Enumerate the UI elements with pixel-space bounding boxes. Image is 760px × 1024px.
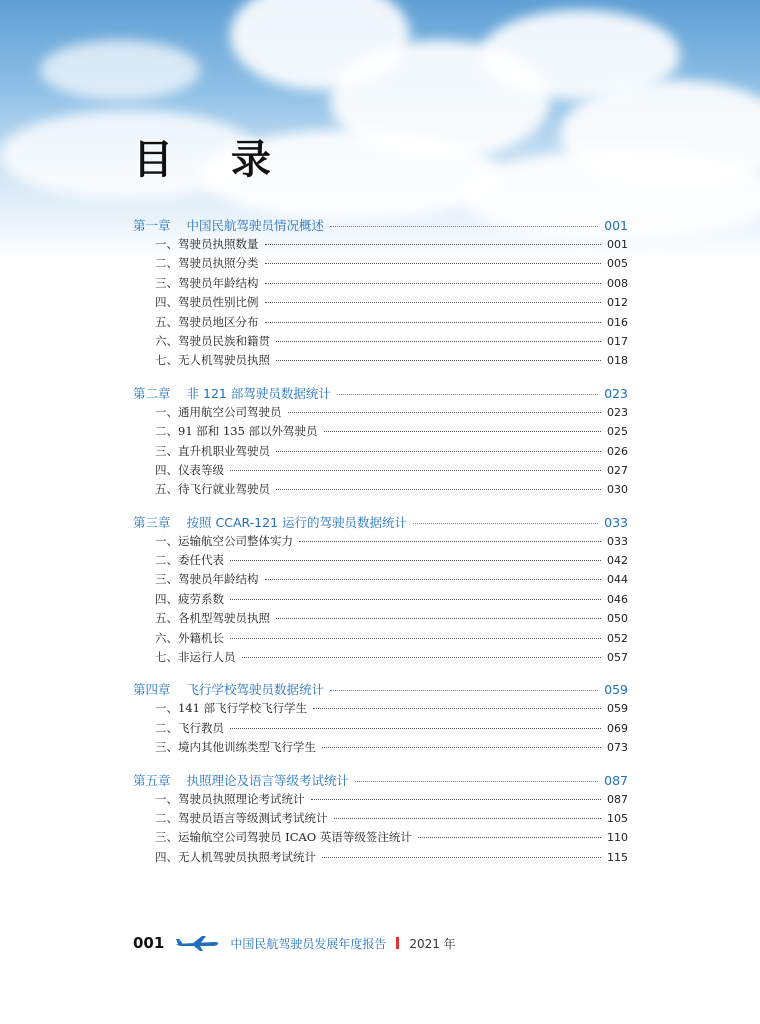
dot-leader <box>299 541 601 542</box>
page-title: 目 录 <box>133 136 293 183</box>
publication-year: 2021 年 <box>409 936 456 951</box>
entry-title: 三、直升机职业驾驶员 <box>155 443 270 458</box>
dot-leader <box>324 431 601 432</box>
chapter-title: 非 121 部驾驶员数据统计 <box>186 385 331 401</box>
dot-leader <box>322 747 601 748</box>
chapter-page: 023 <box>604 385 628 401</box>
toc-entry[interactable] <box>133 533 628 552</box>
entry-title: 二、驾驶员执照分类 <box>155 256 259 271</box>
dot-leader <box>330 226 598 227</box>
entry-title: 二、驾驶员语言等级测试考试统计 <box>155 810 328 825</box>
entry-title: 二、飞行教员 <box>155 720 224 735</box>
dot-leader <box>230 728 601 729</box>
toc-entry[interactable] <box>133 462 628 481</box>
entry-page: 017 <box>607 334 628 348</box>
dot-leader <box>265 579 602 580</box>
entry-title: 一、141 部飞行学校飞行学生 <box>155 701 308 716</box>
toc-entry[interactable] <box>133 423 628 442</box>
toc-entry[interactable] <box>133 404 628 423</box>
dot-leader <box>265 283 602 284</box>
entry-title: 六、外籍机长 <box>155 630 224 645</box>
toc-entry[interactable] <box>133 236 628 255</box>
entry-title: 一、驾驶员执照理论考试统计 <box>155 791 305 806</box>
toc-entry[interactable] <box>133 443 628 462</box>
chapter-number: 第一章 <box>133 218 171 233</box>
entry-title: 三、驾驶员年龄结构 <box>155 572 259 587</box>
toc-entry[interactable] <box>133 649 628 668</box>
chapter-page: 087 <box>604 772 628 788</box>
entry-title: 四、疲劳系数 <box>155 591 224 606</box>
entry-page: 115 <box>607 850 628 864</box>
toc-entry[interactable] <box>133 571 628 590</box>
toc-chapter[interactable] <box>133 513 628 533</box>
chapter-page: 033 <box>604 514 628 530</box>
dot-leader <box>230 560 601 561</box>
table-of-contents <box>133 216 628 868</box>
entry-title: 四、驾驶员性别比例 <box>155 295 259 310</box>
dot-leader <box>330 690 598 691</box>
entry-title: 一、驾驶员执照数量 <box>155 237 259 251</box>
toc-entry[interactable] <box>133 720 628 739</box>
toc-entry[interactable] <box>133 829 628 848</box>
toc-entry[interactable] <box>133 314 628 333</box>
toc-entry[interactable] <box>133 333 628 352</box>
dot-leader <box>265 263 602 264</box>
dot-leader <box>413 523 598 524</box>
entry-title: 四、无人机驾驶员执照考试统计 <box>155 849 316 864</box>
dot-leader <box>276 451 601 452</box>
chapter-number: 第二章 <box>133 385 171 401</box>
chapter-title: 飞行学校驾驶员数据统计 <box>186 682 325 698</box>
entry-page: 110 <box>607 831 628 845</box>
entry-title: 五、各机型驾驶员执照 <box>155 611 270 626</box>
entry-title: 二、委任代表 <box>155 553 224 568</box>
chapter-title: 中国民航驾驶员情况概述 <box>186 218 325 233</box>
dot-leader <box>230 599 601 600</box>
dot-leader <box>355 781 598 782</box>
chapter-number: 第三章 <box>133 514 171 530</box>
dot-leader <box>265 302 602 303</box>
toc-chapter[interactable] <box>133 771 628 791</box>
entry-page: 052 <box>607 631 628 645</box>
entry-title: 五、驾驶员地区分布 <box>155 314 259 329</box>
toc-entry[interactable] <box>133 352 628 371</box>
entry-page: 023 <box>607 405 628 419</box>
dot-leader <box>313 708 601 709</box>
entry-page: 012 <box>607 296 628 310</box>
dot-leader <box>230 470 601 471</box>
dot-leader <box>322 857 601 858</box>
entry-page: 018 <box>607 354 628 368</box>
entry-page: 105 <box>607 811 628 825</box>
entry-page: 033 <box>607 534 628 548</box>
chapter-number: 第五章 <box>133 772 171 788</box>
chapter-title: 执照理论及语言等级考试统计 <box>186 772 350 788</box>
chapter-number: 第四章 <box>133 682 171 698</box>
toc-entry[interactable] <box>133 591 628 610</box>
dot-leader <box>265 322 602 323</box>
dot-leader <box>276 341 601 342</box>
entry-page: 027 <box>607 463 628 477</box>
dot-leader <box>276 489 601 490</box>
publication-title: 中国民航驾驶员发展年度报告 <box>230 936 387 951</box>
entry-page: 057 <box>607 651 628 665</box>
entry-title: 三、驾驶员年龄结构 <box>155 275 259 290</box>
dot-leader <box>288 412 602 413</box>
toc-entry[interactable] <box>133 610 628 629</box>
toc-entry[interactable] <box>133 255 628 274</box>
entry-page: 073 <box>607 741 628 755</box>
entry-title: 六、驾驶员民族和籍贯 <box>155 333 270 348</box>
entry-page: 008 <box>607 276 628 290</box>
entry-page: 046 <box>607 592 628 606</box>
toc-entry[interactable] <box>133 700 628 719</box>
dot-leader <box>311 799 602 800</box>
entry-page: 016 <box>607 315 628 329</box>
toc-chapter[interactable] <box>133 680 628 700</box>
toc-entry[interactable] <box>133 275 628 294</box>
chapter-page: 059 <box>604 682 628 698</box>
entry-page: 030 <box>607 483 628 497</box>
toc-entry[interactable] <box>133 810 628 829</box>
entry-title: 二、91 部和 135 部以外驾驶员 <box>155 424 318 439</box>
dot-leader <box>276 360 601 361</box>
entry-title: 四、仪表等级 <box>155 462 224 477</box>
entry-title: 三、运输航空公司驾驶员 ICAO 英语等级签注统计 <box>155 830 412 845</box>
dot-leader <box>265 244 602 245</box>
dot-leader <box>230 638 601 639</box>
entry-page: 042 <box>607 554 628 568</box>
entry-page: 001 <box>607 238 628 251</box>
entry-title: 五、待飞行就业驾驶员 <box>155 482 270 497</box>
dot-leader <box>276 618 601 619</box>
dot-leader <box>418 837 601 838</box>
toc-entry[interactable] <box>133 481 628 500</box>
entry-page: 059 <box>607 702 628 716</box>
chapter-title: 按照 CCAR-121 运行的驾驶员数据统计 <box>186 514 408 530</box>
toc-chapter[interactable] <box>133 384 628 404</box>
toc-entry[interactable] <box>133 552 628 571</box>
entry-page: 026 <box>607 444 628 458</box>
toc-chapter[interactable] <box>133 216 628 236</box>
entry-title: 一、运输航空公司整体实力 <box>155 533 293 548</box>
page-footer <box>133 934 456 952</box>
dot-leader <box>242 657 602 658</box>
dot-leader <box>337 394 598 395</box>
dot-leader <box>334 818 602 819</box>
toc-entry[interactable] <box>133 849 628 868</box>
page-number: 001 <box>133 934 165 952</box>
entry-page: 044 <box>607 573 628 587</box>
chapter-page: 001 <box>604 218 628 233</box>
entry-page: 087 <box>607 792 628 806</box>
toc-entry[interactable] <box>133 739 628 758</box>
entry-title: 七、非运行人员 <box>155 650 236 665</box>
toc-entry[interactable] <box>133 791 628 810</box>
divider-bar <box>396 937 399 949</box>
toc-entry[interactable] <box>133 294 628 313</box>
entry-page: 025 <box>607 425 628 439</box>
entry-page: 069 <box>607 721 628 735</box>
entry-page: 050 <box>607 612 628 626</box>
airplane-icon <box>174 934 220 952</box>
entry-title: 三、境内其他训练类型飞行学生 <box>155 740 316 755</box>
entry-title: 一、通用航空公司驾驶员 <box>155 404 282 419</box>
entry-title: 七、无人机驾驶员执照 <box>155 353 270 368</box>
toc-entry[interactable] <box>133 630 628 649</box>
entry-page: 005 <box>607 257 628 271</box>
